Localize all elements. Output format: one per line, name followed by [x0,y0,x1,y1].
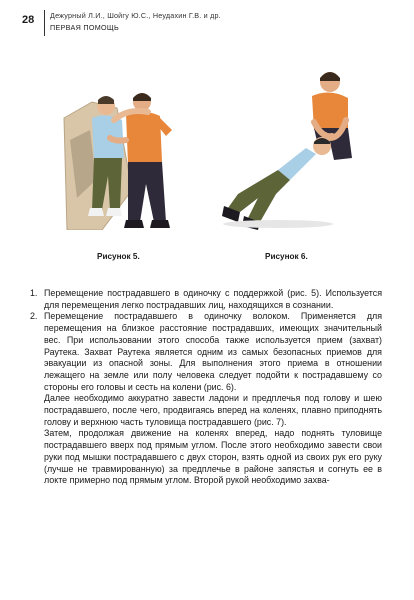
figure-6-illustration [218,62,378,232]
body-text [30,288,382,487]
figure-6-caption: Рисунок 6. [265,252,308,261]
list-item [30,288,382,311]
page-header [0,8,414,38]
figure-5-illustration [62,80,192,230]
figure-5-caption: Рисунок 5. [97,252,140,261]
authors-line: Дежурный Л.И., Шойгу Ю.С., Неудахин Г.В. и др. [50,11,221,20]
list-item-number: 1. [30,288,38,298]
paragraph: Затем, продолжая движение на коленях вперед, надо поднять туловище пострадавшего вверх под прямым углом. После этого необходимо завести свои руки под мышки пострадавшего с двух сторон, взять одной из своих рук его руку (лучше не травмированную) за предплечье в районе запястья и согнуть ее в локте примерно под прямым углом. Второй рукой необходимо захва- [44,428,382,486]
list-item [30,311,382,393]
book-title: ПЕРВАЯ ПОМОЩЬ [50,23,119,32]
supported-walk-illustration [62,80,192,230]
rautek-drag-illustration [218,62,378,232]
page-number: 28 [22,14,35,26]
list-item-number: 2. [30,311,38,322]
list-item-text: Перемещение пострадавшего в одиночку с поддержкой (рис. 5). Используется для перемещения легко пострадавших лиц, находящихся в сознании. [44,288,382,310]
paragraph: Далее необходимо аккуратно завести ладони и предплечья под голову и шею пострадавшего, после чего, продвигаясь вперед на коленях, плавно приподнять голову и верхнюю часть туловища пострадавшего (рис. 7). [44,393,382,427]
header-divider [44,10,45,36]
list-item-text: Перемещение пострадавшего в одиночку волоком. Применяется для перемещения на близкое расстояние пострадавших, имеющих значительный вес. При использовании этого способа также используется прием (захват) Раутека. Захват Раутека является одним из самых безопасных приемов для эвакуации из опасной зоны. Для выполнения этого приема в отношении лежащего на земле или полу человека следует подойти к пострадавшему со стороны его головы и сесть на колени (рис. 6). [44,311,382,392]
